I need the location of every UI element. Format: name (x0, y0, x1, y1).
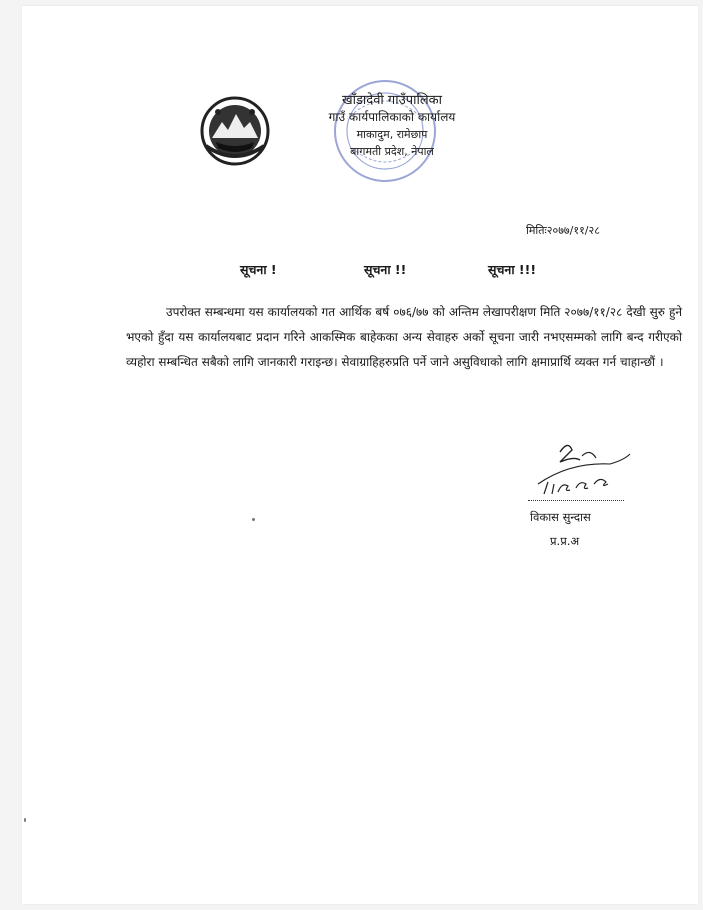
document-page (22, 6, 698, 904)
municipality-name: खाँडादेवी गाउँपालिका (341, 93, 443, 108)
paper-speck (252, 518, 255, 521)
signature-line (528, 500, 624, 501)
notice-heading-2: सूचना !! (364, 262, 407, 277)
office-address: माकादुम, रामेछाप (356, 128, 428, 141)
office-province: बागमती प्रदेश, नेपाल (350, 145, 434, 158)
paper-speck (24, 818, 26, 822)
office-letterhead (292, 92, 492, 160)
notice-body: उपरोक्त सम्बन्धमा यस कार्यालयको गत आर्थिक बर्ष ०७६/७७ को अन्तिम लेखापरीक्षण मिति २०७७/११/२८ देखी सुरु हुने भएको हुँदा यस कार्यालयबाट प्रदान गरिने आकस्मिक बाहेकका अन्य सेवाहरु अर्को सूचना जारी नभएसम्मको लागि बन्द गरीएको व्यहोरा सम्बन्धित सबैको लागि जानकारी गराइन्छ। सेवाग्राहिहरुप्रति पर्ने जाने असुविधाको लागि क्षमाप्रार्थि व्यक्त गर्न चाहान्छौं । (126, 305, 682, 369)
notice-heading-1: सूचना ! (240, 262, 277, 277)
notice-heading-3: सूचना !!! (488, 262, 537, 277)
letter-date: मितिः२०७७/११/२८ (526, 224, 600, 237)
nepal-government-emblem-icon (198, 94, 272, 168)
handwritten-signature-icon (520, 438, 640, 503)
office-name: गाउँ कार्यपालिकाको कार्यालय (328, 110, 456, 124)
signatory-name: विकास सुन्दास (530, 510, 591, 524)
signatory-title: प्र.प्र.अ (550, 534, 580, 548)
